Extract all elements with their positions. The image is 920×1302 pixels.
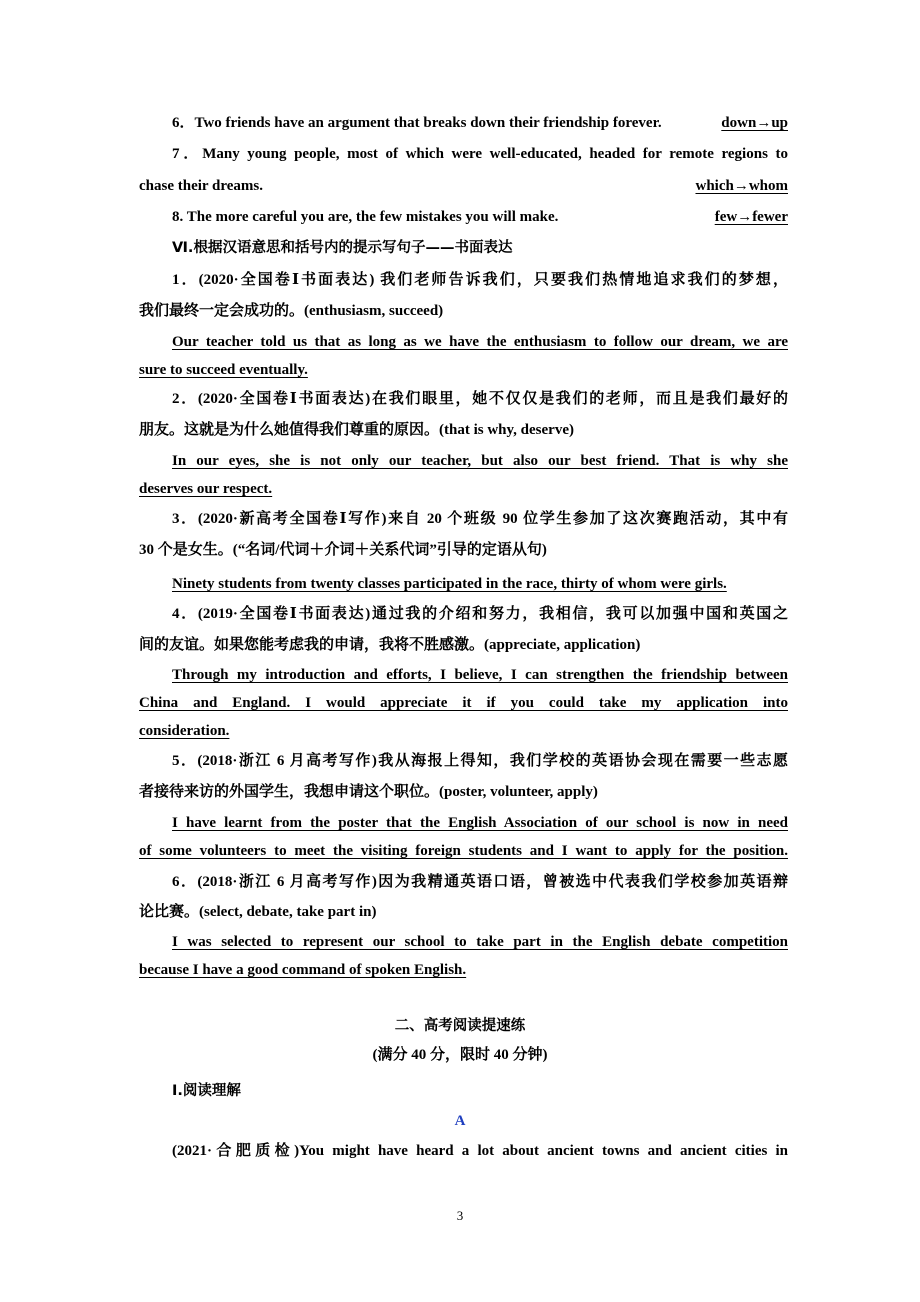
line-text: (2021·合肥质检)You might have heard a lot about ancient towns and ancient cities in [172, 1143, 788, 1159]
line-text: because I have a good command of spoken English. [139, 962, 467, 978]
line-text: In our eyes, she is not only our teacher, but also our best friend. That is why she [172, 453, 788, 469]
answer-line [139, 693, 788, 713]
text-line [172, 389, 788, 409]
text-line [139, 540, 788, 560]
text-line [172, 238, 788, 258]
line-text: (满分 40 分，限时 40 分钟) [372, 1047, 548, 1063]
answer-line [172, 813, 788, 833]
answer-line [139, 360, 788, 380]
line-text: I have learnt from the poster that the English Association of our school is now in need [172, 815, 788, 831]
correction-answer: which→whom [695, 178, 788, 194]
line-text: sure to succeed eventually. [139, 362, 308, 378]
text-line [172, 270, 788, 290]
text-line [0, 1111, 920, 1131]
line-text: 1．(2020·全国卷Ⅰ书面表达) 我们老师告诉我们，只要我们热情地追求我们的梦想， [172, 272, 788, 288]
line-text: China and England. I would appreciate it if you could take my application into [139, 695, 788, 711]
text-line [172, 872, 788, 892]
text-line [172, 604, 788, 624]
line-text: Ⅵ.根据汉语意思和括号内的提示写句子——书面表达 [172, 240, 513, 256]
text-line [139, 635, 788, 655]
line-text: 我们最终一定会成功的。(enthusiasm, succeed) [139, 303, 444, 319]
line-text: Our teacher told us that as long as we have the enthusiasm to follow our dream, we are [172, 334, 788, 350]
line-text: consideration. [139, 723, 230, 739]
text-line [172, 1141, 788, 1161]
line-text: of some volunteers to meet the visiting foreign students and I want to apply for the position. [139, 843, 788, 859]
line-text: Through my introduction and efforts, I believe, I can strengthen the friendship between [172, 667, 788, 683]
line-text: 7．Many young people, most of which were well-educated, headed for remote regions to [172, 146, 788, 162]
correction-answer: few→fewer [714, 209, 788, 225]
answer-line [172, 332, 788, 352]
line-text: 8. The more careful you are, the few mistakes you will make. [172, 209, 559, 225]
text-line [172, 144, 788, 164]
answer-line [172, 932, 788, 952]
line-text: 者接待来访的外国学生，我想申请这个职位。(poster, volunteer, apply) [139, 784, 598, 800]
answer-line [139, 841, 788, 861]
page-number: 3 [456, 1208, 464, 1223]
correction-answer: down→up [721, 115, 788, 131]
line-text: 论比赛。(select, debate, take part in) [139, 904, 377, 920]
line-text: 30 个是女生。(“名词/代词＋介词＋关系代词”引导的定语从句) [139, 542, 547, 558]
text-line [172, 1081, 788, 1101]
answer-line [139, 960, 788, 980]
text-line [172, 751, 788, 771]
text-line [139, 782, 788, 802]
line-text: Ninety students from twenty classes participated in the race, thirty of whom were girls. [172, 576, 727, 592]
text-line [172, 113, 788, 133]
line-text: chase their dreams. [139, 178, 264, 194]
answer-line [172, 451, 788, 471]
line-text: 4．(2019·全国卷Ⅰ书面表达)通过我的介绍和努力，我相信，我可以加强中国和英国之 [172, 606, 788, 622]
text-line [139, 301, 788, 321]
answer-line [139, 721, 788, 741]
answer-line [172, 574, 788, 594]
text-line [139, 176, 788, 196]
line-text: 间的友谊。如果您能考虑我的申请，我将不胜感激。(appreciate, application) [139, 637, 641, 653]
answer-line [172, 665, 788, 685]
line-text: I was selected to represent our school to take part in the English debate competition [172, 934, 788, 950]
line-text: 6．(2018·浙江 6 月高考写作)因为我精通英语口语，曾被选中代表我们学校参加英语辩 [172, 874, 788, 890]
text-line [139, 420, 788, 440]
answer-line [139, 479, 788, 499]
line-text: Ⅰ.阅读理解 [172, 1083, 241, 1099]
line-text: 二、高考阅读提速练 [394, 1018, 526, 1034]
text-line [172, 509, 788, 529]
text-line [0, 1016, 920, 1036]
text-line [172, 207, 788, 227]
line-text: 朋友。这就是为什么她值得我们尊重的原因。(that is why, deserve) [139, 422, 574, 438]
text-line [139, 902, 788, 922]
line-text: A [454, 1113, 466, 1129]
text-line [0, 1045, 920, 1065]
line-text: 6．Two friends have an argument that breaks down their friendship forever. [172, 115, 662, 131]
line-text: deserves our respect. [139, 481, 273, 497]
line-text: 5．(2018·浙江 6 月高考写作)我从海报上得知，我们学校的英语协会现在需要一些志愿 [172, 753, 788, 769]
line-text: 2．(2020·全国卷Ⅰ书面表达)在我们眼里，她不仅仅是我们的老师，而且是我们最好的 [172, 391, 788, 407]
line-text: 3．(2020·新高考全国卷Ⅰ写作)来自 20 个班级 90 位学生参加了这次赛跑活动，其中有 [172, 511, 788, 527]
